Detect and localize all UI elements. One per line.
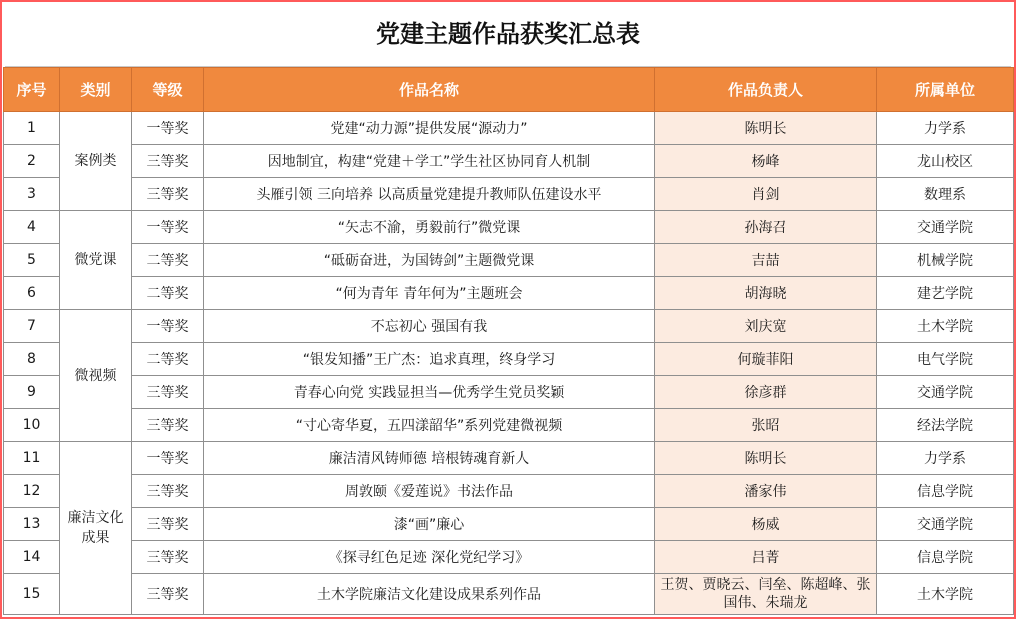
cell-level[interactable]: 一等奖	[132, 211, 204, 244]
cell-owner[interactable]: 肖剑	[655, 178, 877, 211]
cell-no[interactable]: 2	[4, 145, 60, 178]
cell-work-name[interactable]: 《探寻红色足迹 深化党纪学习》	[204, 541, 655, 574]
page-title: 党建主题作品获奖汇总表	[5, 2, 1011, 67]
table-row	[4, 277, 1014, 310]
cell-unit[interactable]: 数理系	[877, 178, 1014, 211]
cell-work-name[interactable]: “银发知播”王广杰：追求真理，终身学习	[204, 343, 655, 376]
cell-unit[interactable]: 龙山校区	[877, 145, 1014, 178]
cell-work-name[interactable]: 漆“画”廉心	[204, 508, 655, 541]
awards-table	[3, 67, 1014, 615]
cell-unit[interactable]: 力学系	[877, 112, 1014, 145]
header-no[interactable]: 序号	[4, 68, 60, 112]
cell-owner[interactable]: 张昭	[655, 409, 877, 442]
cell-no[interactable]: 13	[4, 508, 60, 541]
cell-no[interactable]: 12	[4, 475, 60, 508]
table-row	[4, 211, 1014, 244]
cell-no[interactable]: 11	[4, 442, 60, 475]
cell-level[interactable]: 一等奖	[132, 310, 204, 343]
cell-level[interactable]: 三等奖	[132, 376, 204, 409]
cell-owner[interactable]: 孙海召	[655, 211, 877, 244]
table-row	[4, 409, 1014, 442]
cell-unit[interactable]: 交通学院	[877, 376, 1014, 409]
table-row	[4, 310, 1014, 343]
cell-unit[interactable]: 土木学院	[877, 310, 1014, 343]
cell-unit[interactable]: 交通学院	[877, 508, 1014, 541]
cell-level[interactable]: 三等奖	[132, 145, 204, 178]
cell-work-name[interactable]: “何为青年 青年何为”主题班会	[204, 277, 655, 310]
cell-level[interactable]: 一等奖	[132, 442, 204, 475]
cell-unit[interactable]: 交通学院	[877, 211, 1014, 244]
cell-work-name[interactable]: 土木学院廉洁文化建设成果系列作品	[204, 574, 655, 615]
cell-owner[interactable]: 胡海晓	[655, 277, 877, 310]
cell-no[interactable]: 6	[4, 277, 60, 310]
cell-no[interactable]: 9	[4, 376, 60, 409]
cell-level[interactable]: 三等奖	[132, 178, 204, 211]
cell-category[interactable]: 微党课	[60, 211, 132, 310]
cell-level[interactable]: 三等奖	[132, 574, 204, 615]
cell-level[interactable]: 二等奖	[132, 244, 204, 277]
cell-owner[interactable]: 王贺、贾晓云、闫垒、陈超峰、张国伟、朱瑞龙	[655, 574, 877, 615]
cell-work-name[interactable]: 青春心向党 实践显担当—优秀学生党员奖颖	[204, 376, 655, 409]
table-row	[4, 145, 1014, 178]
cell-work-name[interactable]: “砥砺奋进，为国铸剑”主题微党课	[204, 244, 655, 277]
cell-work-name[interactable]: “寸心寄华夏，五四漾韶华”系列党建微视频	[204, 409, 655, 442]
cell-owner[interactable]: 吉喆	[655, 244, 877, 277]
cell-owner[interactable]: 陈明长	[655, 112, 877, 145]
table-row	[4, 343, 1014, 376]
cell-work-name[interactable]: 不忘初心 强国有我	[204, 310, 655, 343]
cell-unit[interactable]: 电气学院	[877, 343, 1014, 376]
cell-unit[interactable]: 机械学院	[877, 244, 1014, 277]
cell-owner[interactable]: 潘家伟	[655, 475, 877, 508]
cell-no[interactable]: 4	[4, 211, 60, 244]
header-category[interactable]: 类别	[60, 68, 132, 112]
cell-no[interactable]: 8	[4, 343, 60, 376]
cell-unit[interactable]: 力学系	[877, 442, 1014, 475]
table-row	[4, 508, 1014, 541]
table-row	[4, 475, 1014, 508]
cell-unit[interactable]: 建艺学院	[877, 277, 1014, 310]
table-row	[4, 541, 1014, 574]
cell-owner[interactable]: 徐彦群	[655, 376, 877, 409]
cell-unit[interactable]: 土木学院	[877, 574, 1014, 615]
cell-level[interactable]: 三等奖	[132, 475, 204, 508]
table-row	[4, 244, 1014, 277]
cell-no[interactable]: 5	[4, 244, 60, 277]
cell-owner[interactable]: 陈明长	[655, 442, 877, 475]
table-row	[4, 376, 1014, 409]
cell-owner[interactable]: 刘庆宽	[655, 310, 877, 343]
table-row	[4, 574, 1014, 615]
cell-work-name[interactable]: 廉洁清风铸师德 培根铸魂育新人	[204, 442, 655, 475]
cell-category[interactable]: 微视频	[60, 310, 132, 442]
cell-unit[interactable]: 信息学院	[877, 541, 1014, 574]
cell-category[interactable]: 廉洁文化成果	[60, 442, 132, 615]
cell-unit[interactable]: 经法学院	[877, 409, 1014, 442]
cell-work-name[interactable]: 党建“动力源”提供发展“源动力”	[204, 112, 655, 145]
cell-owner[interactable]: 吕菁	[655, 541, 877, 574]
cell-level[interactable]: 三等奖	[132, 541, 204, 574]
header-owner[interactable]: 作品负责人	[655, 68, 877, 112]
header-work-name[interactable]: 作品名称	[204, 68, 655, 112]
cell-no[interactable]: 3	[4, 178, 60, 211]
cell-no[interactable]: 14	[4, 541, 60, 574]
cell-owner[interactable]: 杨威	[655, 508, 877, 541]
cell-level[interactable]: 二等奖	[132, 343, 204, 376]
table-row	[4, 112, 1014, 145]
cell-work-name[interactable]: 因地制宜，构建“党建＋学工”学生社区协同育人机制	[204, 145, 655, 178]
cell-unit[interactable]: 信息学院	[877, 475, 1014, 508]
cell-work-name[interactable]: 周敦颐《爱莲说》书法作品	[204, 475, 655, 508]
header-unit[interactable]: 所属单位	[877, 68, 1014, 112]
cell-owner[interactable]: 何璇菲阳	[655, 343, 877, 376]
cell-no[interactable]: 10	[4, 409, 60, 442]
cell-level[interactable]: 三等奖	[132, 508, 204, 541]
table-row	[4, 178, 1014, 211]
cell-level[interactable]: 三等奖	[132, 409, 204, 442]
cell-work-name[interactable]: 头雁引领 三向培养 以高质量党建提升教师队伍建设水平	[204, 178, 655, 211]
cell-category[interactable]: 案例类	[60, 112, 132, 211]
cell-level[interactable]: 二等奖	[132, 277, 204, 310]
cell-no[interactable]: 7	[4, 310, 60, 343]
header-level[interactable]: 等级	[132, 68, 204, 112]
cell-no[interactable]: 15	[4, 574, 60, 615]
cell-level[interactable]: 一等奖	[132, 112, 204, 145]
header-row	[4, 68, 1014, 112]
cell-work-name[interactable]: “矢志不渝，勇毅前行”微党课	[204, 211, 655, 244]
cell-owner[interactable]: 杨峰	[655, 145, 877, 178]
table-row	[4, 442, 1014, 475]
cell-no[interactable]: 1	[4, 112, 60, 145]
